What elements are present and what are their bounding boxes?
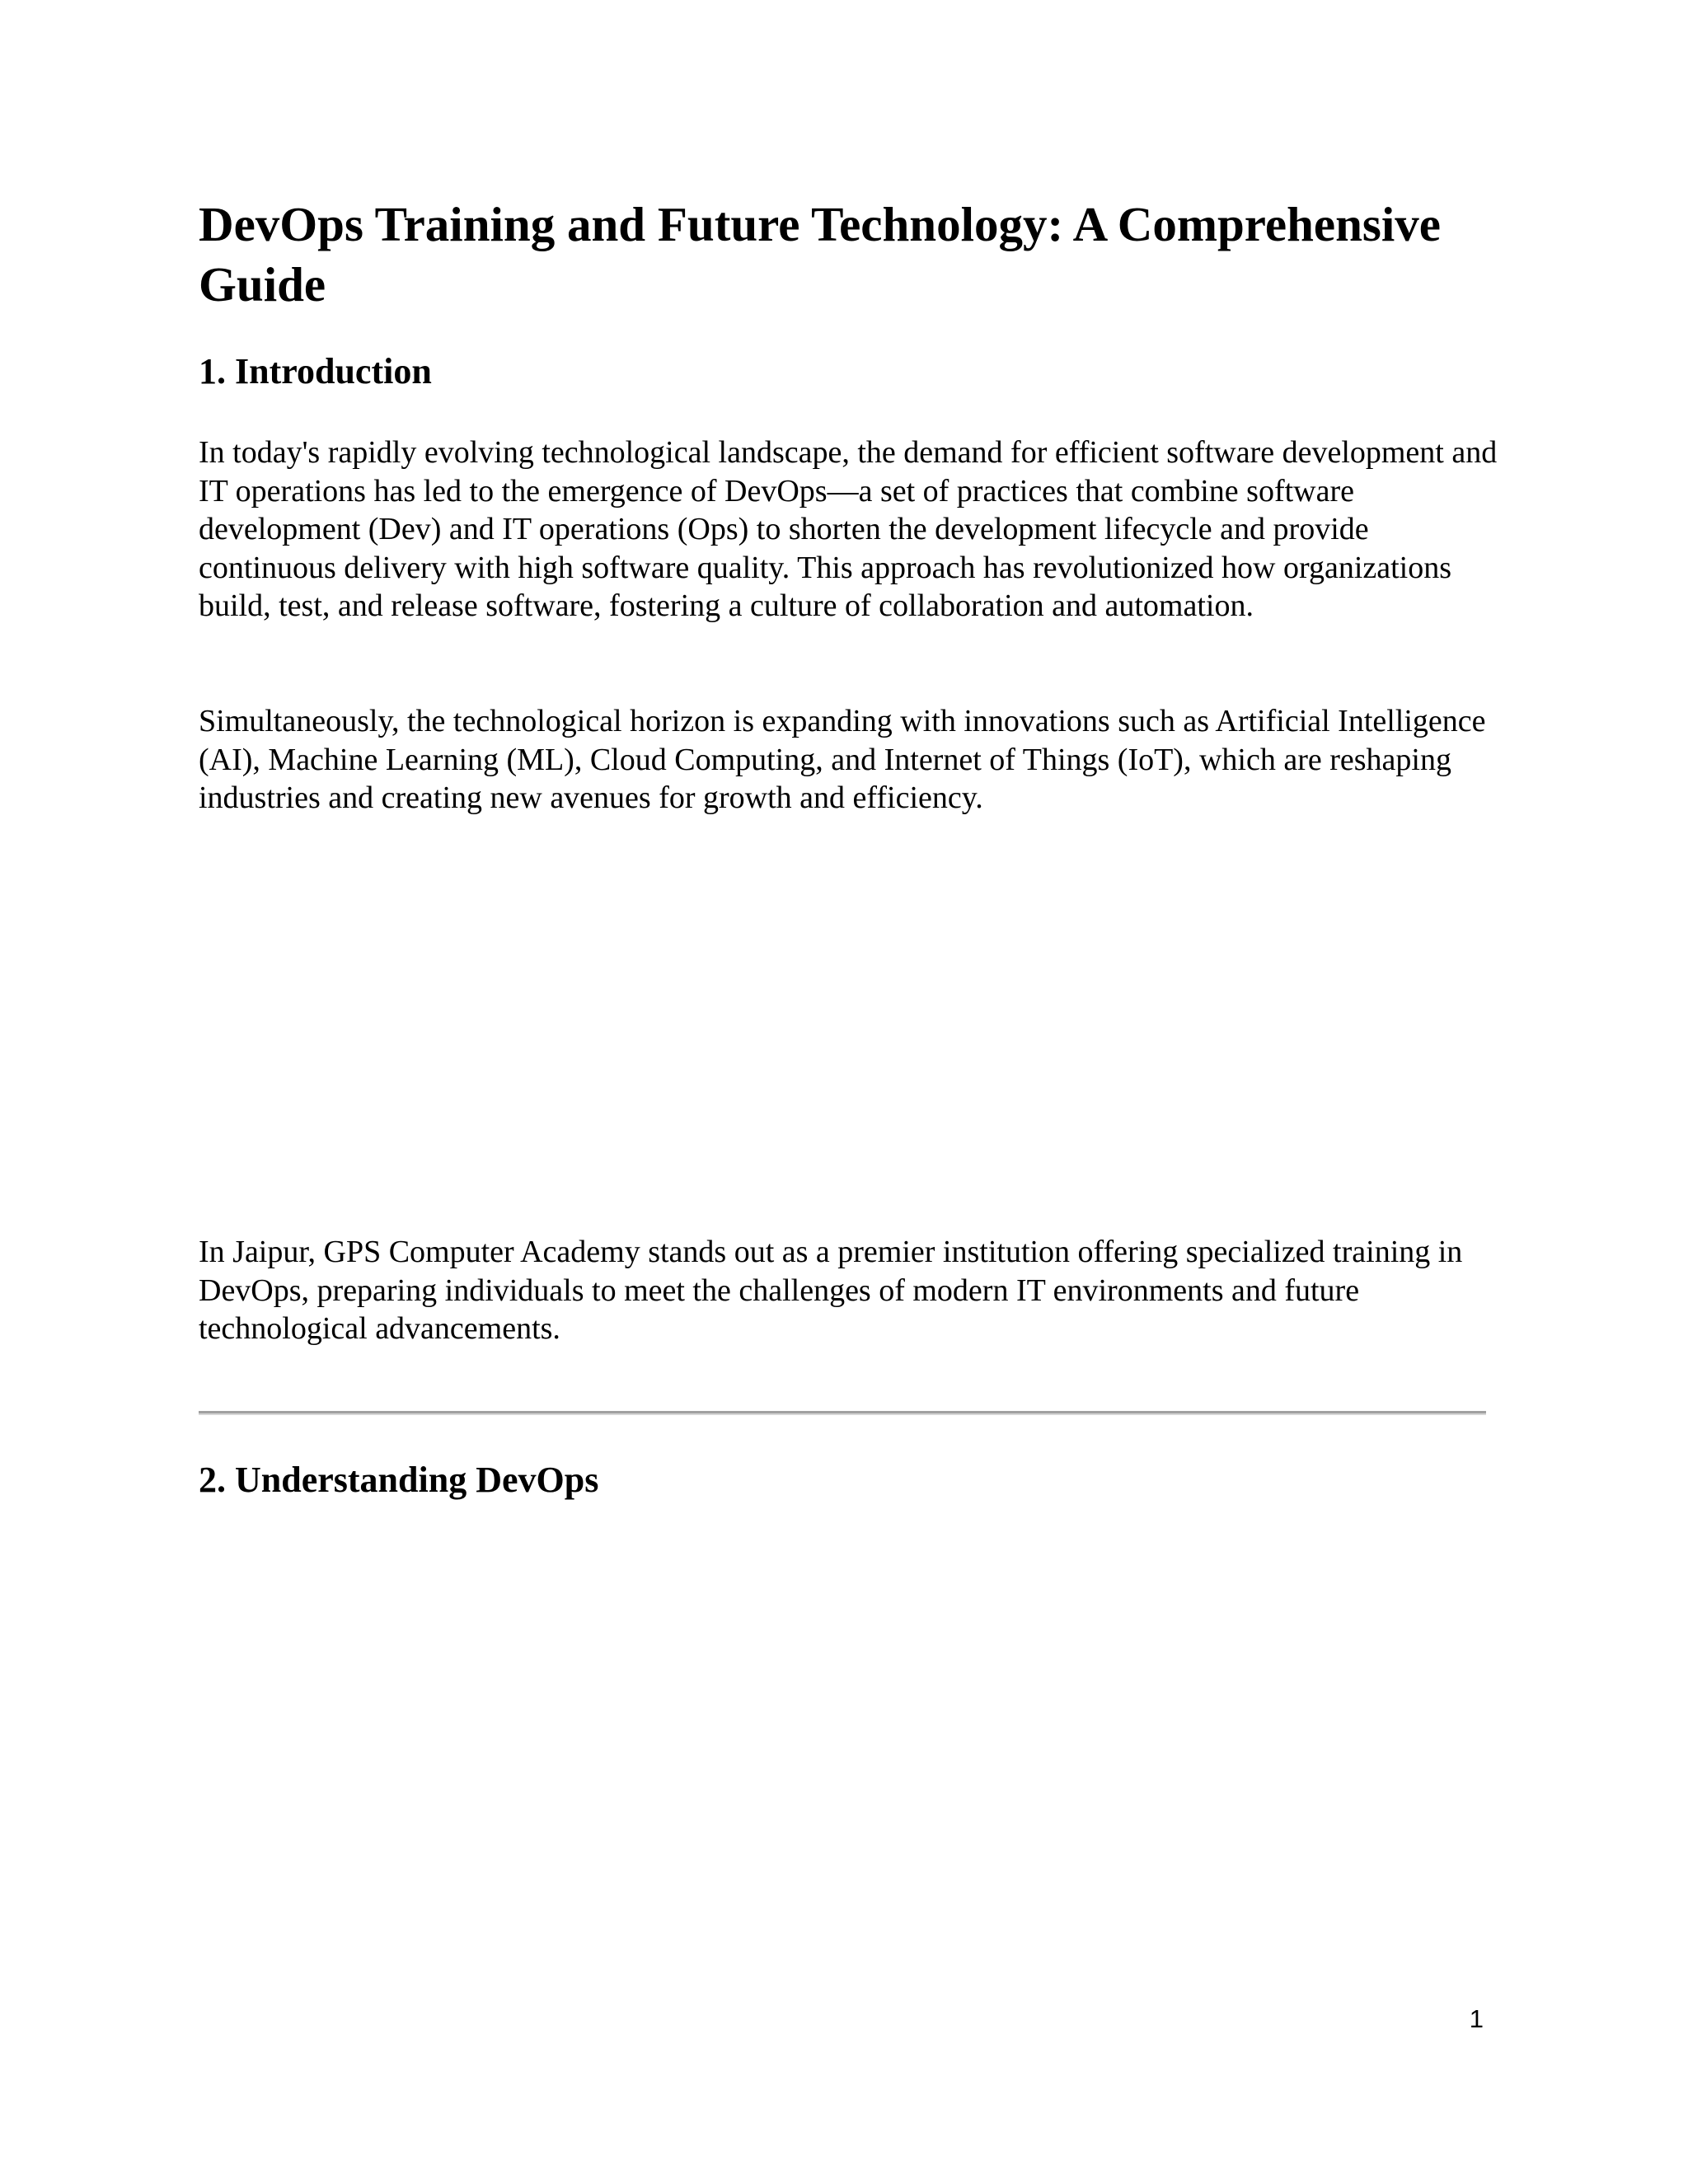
section-heading-understanding-devops: 2. Understanding DevOps <box>199 1460 599 1500</box>
intro-paragraph-1: In today's rapidly evolving technological landscape, the demand for efficient software development and IT operations has led to the emergence of DevOps—a set of practices that combine software development (Dev) and IT operations (Ops) to shorten the development lifecycle and provide continuous delivery with high software quality. This approach has revolutionized how organizations build, test, and release software, fostering a culture of collaboration and automation. <box>199 435 1498 623</box>
horizontal-divider <box>199 1411 1486 1415</box>
section-heading-introduction: 1. Introduction <box>199 351 432 391</box>
document-title: DevOps Training and Future Technology: A Comprehensive Guide <box>199 197 1441 312</box>
intro-paragraph-2: Simultaneously, the technological horizon is expanding with innovations such as Artificial Intelligence (AI), Machine Learning (ML), Cloud Computing, and Internet of Things (IoT), which are reshaping industries and creating new avenues for growth and efficiency. <box>199 704 1486 815</box>
intro-paragraph-3: In Jaipur, GPS Computer Academy stands out as a premier institution offering specialized training in DevOps, preparing individuals to meet the challenges of modern IT environments and future technological advancements. <box>199 1235 1463 1346</box>
page-number: 1 <box>1469 2004 1484 2033</box>
